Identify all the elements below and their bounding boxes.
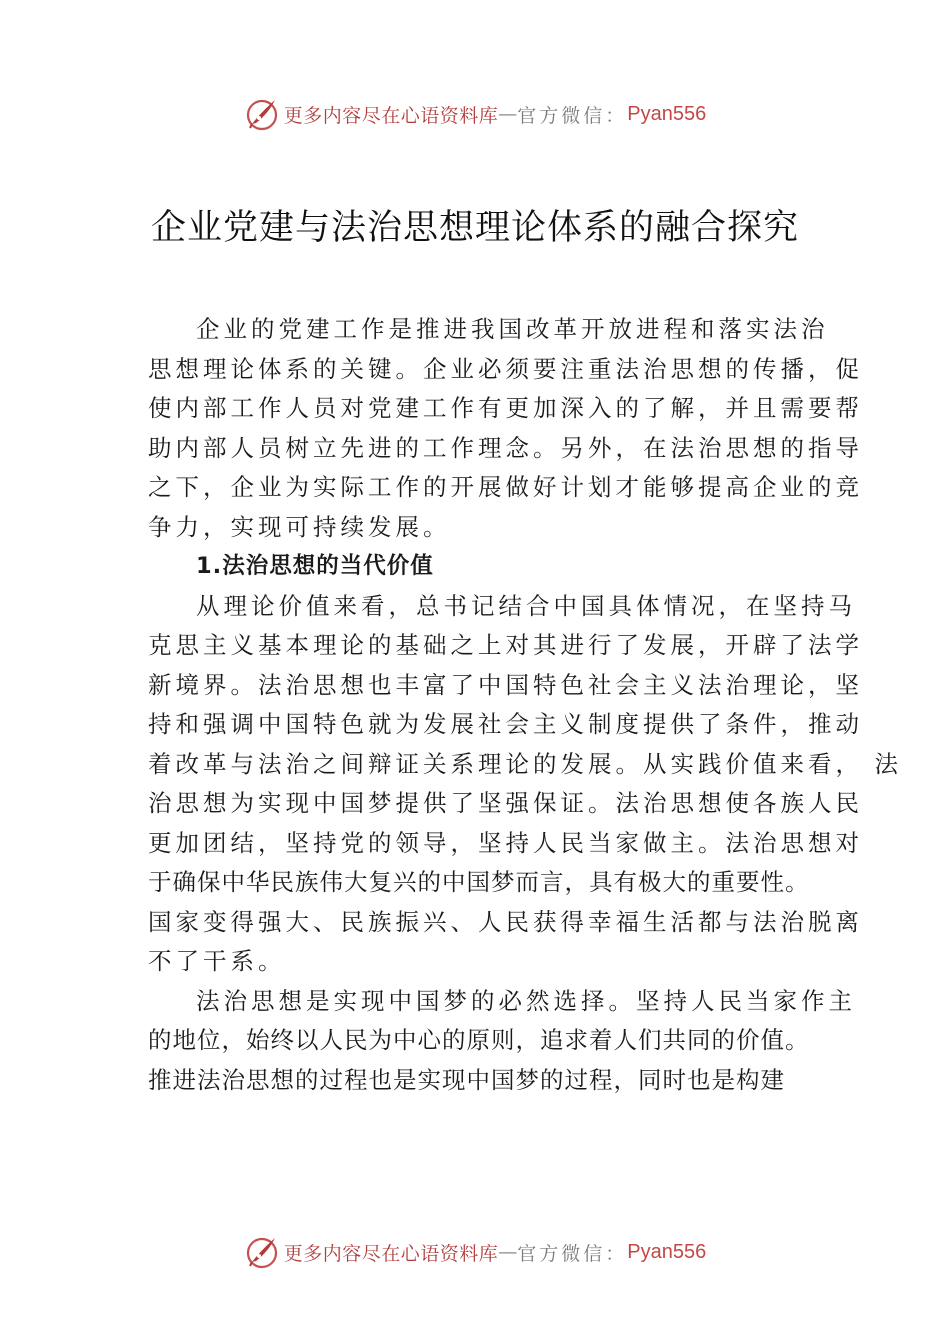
text-line: 国家变得强大、民族振兴、人民获得幸福生活都与法治脱离 <box>148 907 863 936</box>
paragraph-intro <box>148 310 863 547</box>
watermark-brand: 更多内容尽在心语资料库 <box>283 1242 499 1265</box>
paragraph-value <box>148 587 902 982</box>
text-line: 使内部工作人员对党建工作有更加深入的了解，并且需要帮 <box>148 394 863 422</box>
text-line: 于确保中华民族伟大复兴的中国梦而言，具有极大的重要性。 <box>148 868 810 896</box>
quill-pen-icon <box>244 96 280 132</box>
watermark-wechat-id: Pyan556 <box>627 102 707 125</box>
text-line: 法治思想是实现中国梦的必然选择。坚持人民当家作主 <box>196 986 856 1015</box>
text-line: 克思主义基本理论的基础之上对其进行了发展，开辟了法学 <box>148 631 863 659</box>
watermark-label: 官方微信： <box>517 1242 628 1265</box>
quill-pen-icon <box>244 1234 280 1270</box>
footer-watermark <box>0 1232 950 1272</box>
text-line: 推进法治思想的过程也是实现中国梦的过程，同时也是构建 <box>148 1065 785 1094</box>
document-title: 企业党建与法治思想理论体系的融合探究 <box>150 208 799 248</box>
text-line: 着改革与法治之间辩证关系理论的发展。从实践价值来看， 法 <box>148 749 902 778</box>
watermark-brand: 更多内容尽在心语资料库 <box>283 104 499 127</box>
watermark-separator: — <box>498 103 518 125</box>
watermark-label: 官方微信： <box>517 104 628 127</box>
paragraph-dream <box>148 982 856 1101</box>
text-line: 之下，企业为实际工作的开展做好计划才能够提高企业的竞 <box>148 473 863 501</box>
text-line: 助内部人员树立先进的工作理念。另外，在法治思想的指导 <box>148 433 863 462</box>
text-line: 企业的党建工作是推进我国改革开放进程和落实法治 <box>196 315 829 343</box>
text-line: 思想理论体系的关键。企业必须要注重法治思想的传播，促 <box>148 354 863 383</box>
text-line: 新境界。法治思想也丰富了中国特色社会主义法治理论，坚 <box>148 670 863 699</box>
text-line: 从理论价值来看，总书记结合中国具体情况，在坚持马 <box>196 591 856 620</box>
watermark-separator: — <box>498 1241 518 1263</box>
document-body <box>148 310 902 1100</box>
header-watermark <box>0 94 950 134</box>
text-line: 的地位，始终以人民为中心的原则，追求着人们共同的价值。 <box>148 1026 810 1054</box>
watermark-wechat-id: Pyan556 <box>627 1240 707 1263</box>
text-line: 持和强调中国特色就为发展社会主义制度提供了条件，推动 <box>148 710 863 738</box>
text-line: 治思想为实现中国梦提供了坚强保证。法治思想使各族人民 <box>148 789 863 817</box>
text-line: 争力，实现可持续发展。 <box>148 512 451 541</box>
text-line: 更加团结，坚持党的领导，坚持人民当家做主。法治思想对 <box>148 828 863 857</box>
section-heading: 1.法治思想的当代价值 <box>196 553 434 579</box>
text-line: 不了干系。 <box>148 947 286 975</box>
